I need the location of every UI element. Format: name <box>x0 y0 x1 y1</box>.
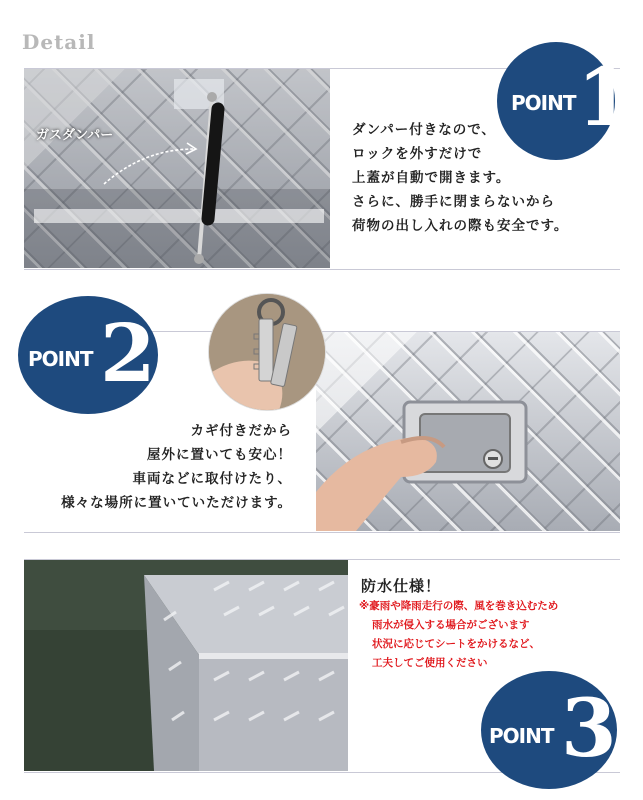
point3-badge <box>481 671 617 789</box>
gas-damper-illustration <box>24 69 330 268</box>
point1-line: さらに、勝手に閉まらないから <box>352 194 555 210</box>
point1-line: ロックを外すだけで <box>352 146 483 162</box>
point2-line: 屋外に置いても安心！ <box>147 447 292 463</box>
point2-badge-word: POINT <box>28 347 93 371</box>
note-line: 状況に応じてシートをかけるなど、 <box>372 638 540 650</box>
section-title: Detail <box>22 30 96 54</box>
point1-badge-word: POINT <box>511 91 576 115</box>
waterproof-heading: 防水仕様！ <box>361 577 442 595</box>
note-line: 工夫してご使用ください <box>372 657 488 669</box>
note-line: 雨水が侵入する場合がございます <box>372 619 530 631</box>
waterproof-note <box>359 597 558 673</box>
point1-line: 荷物の出し入れの際も安全です。 <box>352 218 569 234</box>
point3-badge-number: 3 <box>561 681 617 775</box>
point2-badge-number: 2 <box>100 306 156 400</box>
key-photo <box>208 293 326 411</box>
point2-badge <box>18 296 158 414</box>
point2-line: 車両などに取付けたり、 <box>132 471 292 487</box>
point2-line: カギ付きだから <box>190 423 292 439</box>
lock-handle-illustration <box>316 332 620 531</box>
key-icon <box>209 294 325 410</box>
lock-handle-photo <box>316 332 620 531</box>
toolbox-illustration <box>24 560 348 771</box>
point2-line: 様々な場所に置いていただけます。 <box>61 495 292 511</box>
waterproof-box-photo <box>24 560 348 771</box>
point1-line: ダンパー付きなので、 <box>352 122 496 138</box>
point1-line: 上蓋が自動で開きます。 <box>352 170 511 186</box>
point1-description <box>352 118 568 238</box>
point3-badge-word: POINT <box>489 724 554 748</box>
gas-damper-photo <box>24 69 330 268</box>
note-line: ※豪雨や降雨走行の際、風を巻き込むため <box>359 600 559 612</box>
gas-damper-caption: ガスダンパー <box>36 128 114 143</box>
point1-badge-number: 1 <box>577 50 633 144</box>
point2-description <box>30 419 292 515</box>
